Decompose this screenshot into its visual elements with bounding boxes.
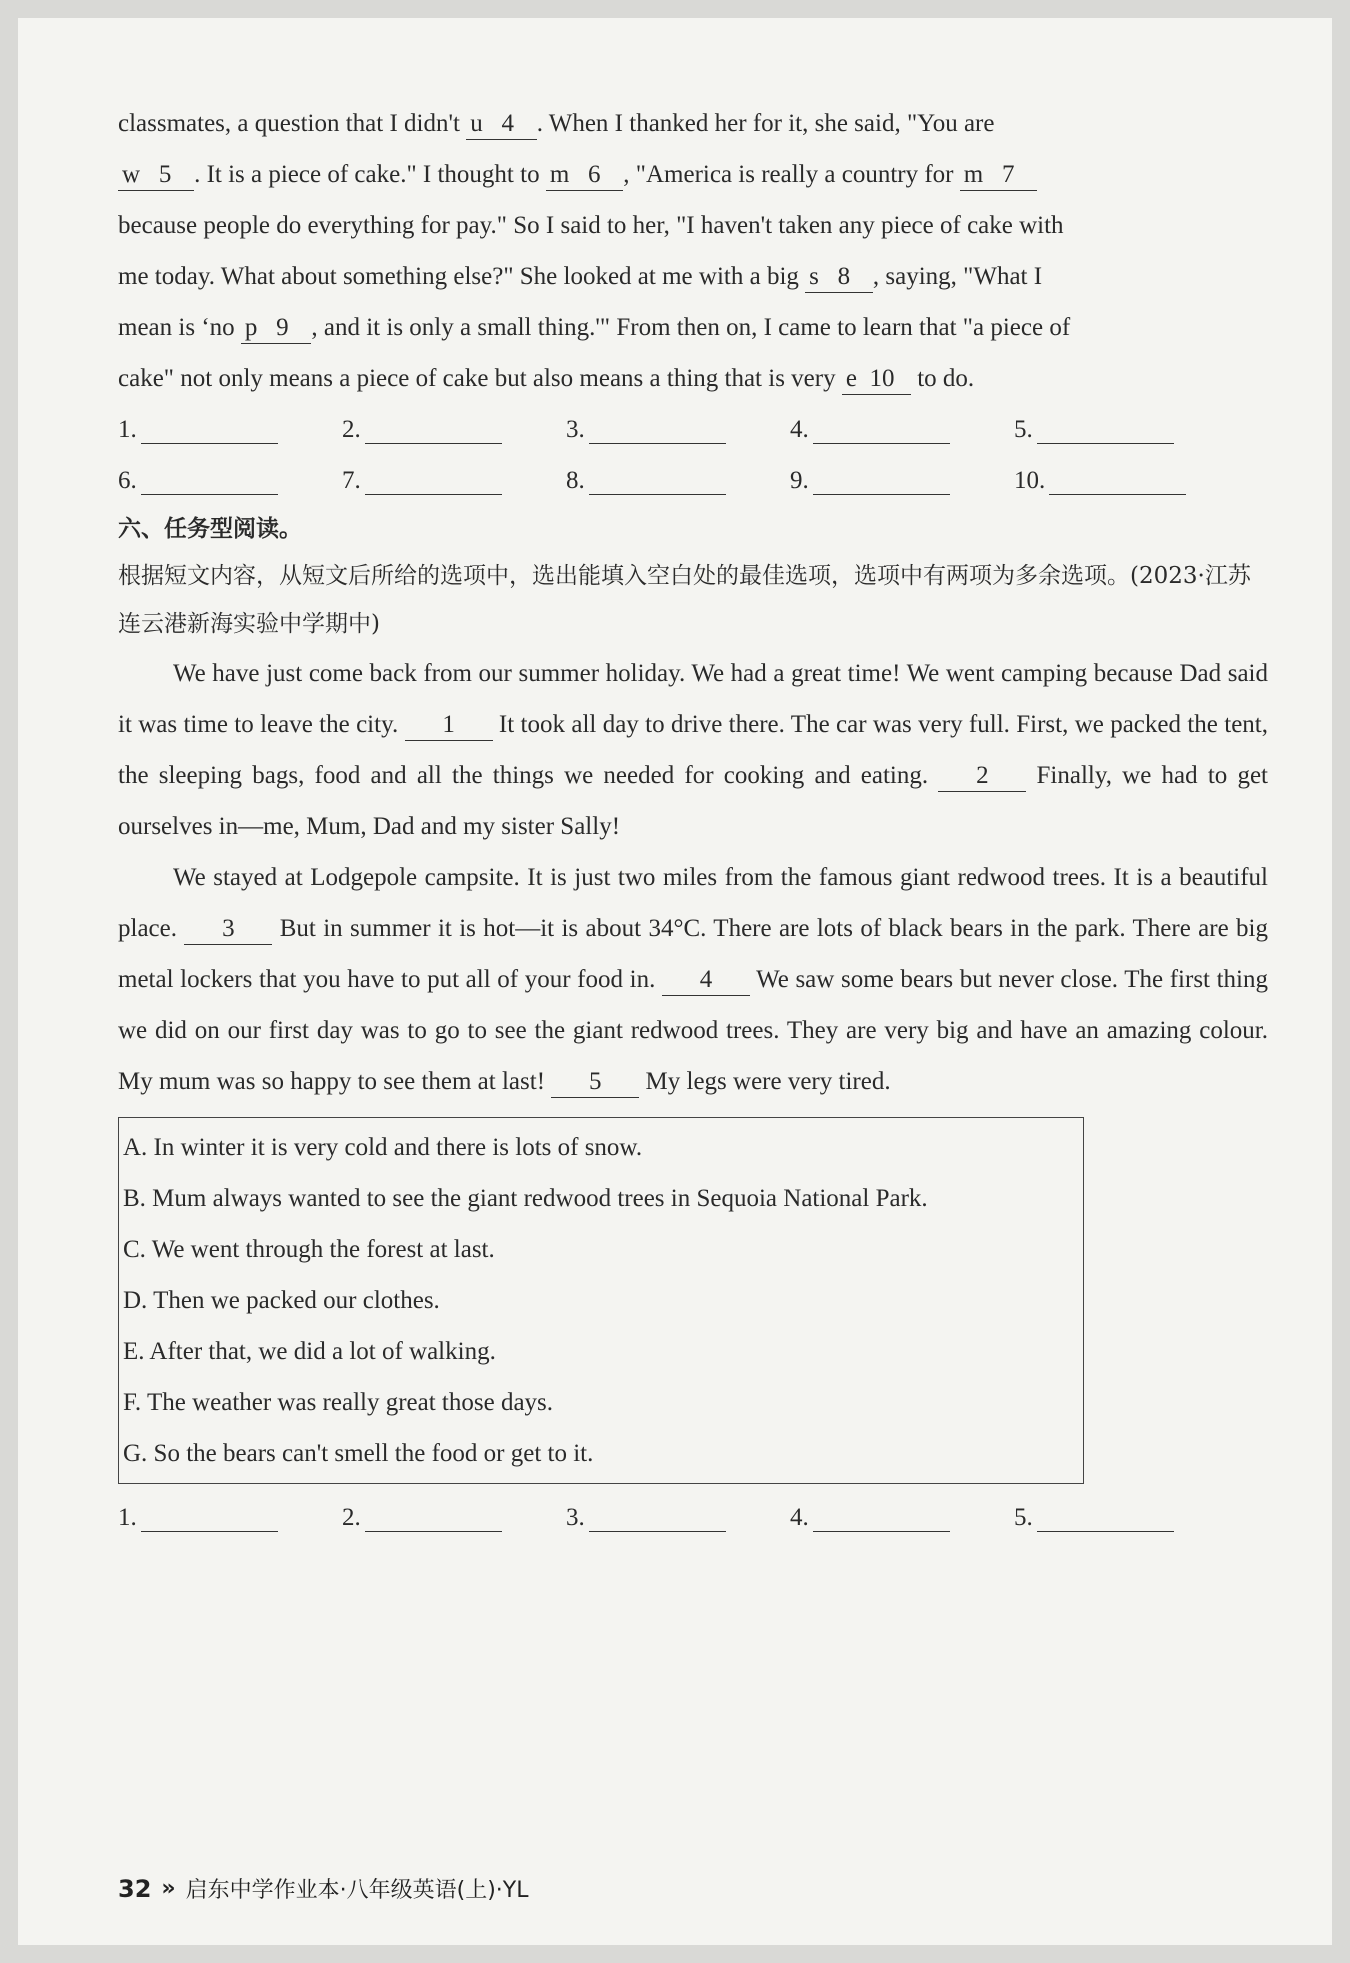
answer-line[interactable] (365, 421, 502, 444)
answer-field[interactable] (790, 1504, 1014, 1532)
answer-field[interactable] (342, 1504, 566, 1532)
text: mean is ‘no (118, 314, 241, 341)
blank-1: 1 (405, 710, 493, 741)
text: . It is a piece of cake." I thought to (194, 161, 546, 188)
answer-label: 9. (790, 466, 809, 494)
text: classmates, a question that I didn't (118, 110, 467, 137)
answer-field[interactable] (566, 1504, 790, 1532)
text: , and it is only a small thing.'" From then on, I came to learn that "a piece of (311, 314, 1071, 341)
answer-field[interactable] (566, 416, 790, 444)
page-number: 32 (118, 1874, 152, 1903)
answer-field[interactable] (790, 416, 1014, 444)
answer-line[interactable] (365, 1509, 502, 1532)
answer-field[interactable] (118, 416, 342, 444)
passage2-paragraph-1 (118, 648, 1268, 852)
passage1-line1 (118, 98, 1268, 149)
blank-4: 4 (662, 965, 750, 996)
text: We stayed at Lodgepole campsite. It is just two miles from the famous giant redwood trees. It is a beautiful place. (118, 864, 1268, 942)
answer-field[interactable] (1014, 467, 1238, 495)
answer-field[interactable] (118, 467, 342, 495)
answer-label: 10. (1014, 466, 1046, 494)
text: , "America is really a country for (623, 161, 960, 188)
answer-label: 3. (566, 415, 585, 443)
blank-number: 9 (276, 314, 289, 341)
passage2-paragraph-2 (118, 852, 1268, 1107)
answer-line[interactable] (1037, 421, 1174, 444)
text: to do. (917, 365, 975, 392)
option-f: F. The weather was really great those days. (123, 1389, 554, 1416)
option-c: C. We went through the forest at last. (123, 1236, 495, 1263)
hint-letter: m (549, 161, 570, 188)
answer-label: 5. (1014, 1503, 1033, 1531)
answer-line[interactable] (813, 421, 950, 444)
blank-10 (842, 364, 911, 395)
answer-field[interactable] (342, 467, 566, 495)
blank-5 (118, 160, 194, 191)
answer-label: 4. (790, 415, 809, 443)
blank-number: 5 (158, 161, 172, 188)
blank-number: 4 (501, 110, 514, 137)
answer-field[interactable] (1014, 1504, 1238, 1532)
answer-row-1-5 (118, 404, 1268, 455)
text: , saying, "What I (872, 263, 1043, 290)
hint-letter: m (963, 161, 984, 188)
option-e: E. After that, we did a lot of walking. (123, 1338, 496, 1365)
hint-letter: p (244, 314, 258, 341)
answer-label: 4. (790, 1503, 809, 1531)
text: cake" not only means a piece of cake but also means a thing that is very (118, 365, 842, 392)
page-content (118, 98, 1268, 1543)
workbook-page (18, 18, 1332, 1945)
option-g: G. So the bears can't smell the food or get to it. (123, 1440, 594, 1467)
section-instruction: 根据短文内容，从短文后所给的选项中，选出能填入空白处的最佳选项，选项中有两项为多余选项。(2023·江苏连云港新海实验中学期中) (118, 563, 1251, 637)
answer-field[interactable] (566, 467, 790, 495)
answer-field[interactable] (790, 467, 1014, 495)
passage1-line4 (118, 251, 1268, 302)
blank-3: 3 (184, 914, 272, 945)
answer-row-task (118, 1492, 1268, 1543)
page-footer (118, 1873, 528, 1904)
text: We saw some bears but never close. The first thing we did on our first day was to go to see the giant redwood trees. They are very big and have an amazing colour. My mum was so happy to see them at last! (118, 966, 1269, 1095)
section-title: 六、任务型阅读。 (118, 516, 302, 542)
text: Finally, we had to get ourselves in—me, Mum, Dad and my sister Sally! (118, 762, 1268, 840)
blank-7 (960, 160, 1037, 191)
hint-letter: s (809, 263, 819, 290)
passage1-line3: because people do everything for pay." So I said to her, "I haven't taken any piece of cake with (118, 212, 1064, 239)
option-b: B. Mum always wanted to see the giant redwood trees in Sequoia National Park. (123, 1185, 928, 1212)
answer-label: 5. (1014, 415, 1033, 443)
answer-row-6-10 (118, 455, 1268, 506)
blank-9 (241, 313, 312, 344)
answer-field[interactable] (342, 416, 566, 444)
answer-field[interactable] (1014, 416, 1238, 444)
hint-letter: w (122, 161, 141, 188)
hint-letter: u (470, 110, 483, 137)
option-d: D. Then we packed our clothes. (123, 1287, 440, 1314)
answer-label: 2. (342, 415, 361, 443)
answer-line[interactable] (589, 472, 726, 495)
text: We have just come back from our summer holiday. We had a great time! We went camping because Dad said it was time to leave the city. (118, 660, 1268, 738)
text: My legs were very tired. (645, 1068, 891, 1095)
blank-2: 2 (938, 761, 1026, 792)
answer-line[interactable] (141, 1509, 278, 1532)
blank-number: 6 (588, 161, 601, 188)
answer-line[interactable] (365, 472, 502, 495)
blank-5: 5 (551, 1067, 639, 1098)
double-chevron-icon: » (161, 1876, 176, 1901)
answer-line[interactable] (589, 421, 726, 444)
answer-line[interactable] (813, 472, 950, 495)
answer-label: 2. (342, 1503, 361, 1531)
answer-line[interactable] (141, 421, 278, 444)
passage1-line2 (118, 149, 1268, 200)
blank-number: 10 (869, 365, 895, 392)
blank-8 (805, 262, 873, 293)
blank-6 (546, 160, 623, 191)
answer-label: 6. (118, 466, 137, 494)
answer-label: 1. (118, 1503, 137, 1531)
blank-number: 8 (837, 263, 851, 290)
text: . When I thanked her for it, she said, "You are (536, 110, 995, 137)
options-box (118, 1117, 1084, 1484)
answer-line[interactable] (813, 1509, 950, 1532)
book-title: 启东中学作业本·八年级英语(上)·YL (185, 1878, 529, 1903)
answer-line[interactable] (1037, 1509, 1174, 1532)
answer-line[interactable] (589, 1509, 726, 1532)
answer-line[interactable] (1049, 472, 1186, 495)
answer-label: 1. (118, 415, 137, 443)
answer-label: 7. (342, 466, 361, 494)
answer-field[interactable] (118, 1504, 342, 1532)
text: It took all day to drive there. The car was very full. First, we packed the tent, the sleeping bags, food and all the things we needed for cooking and eating. (118, 711, 1268, 789)
option-a: A. In winter it is very cold and there is lots of snow. (123, 1134, 643, 1161)
hint-letter: e (845, 365, 857, 392)
answer-label: 8. (566, 466, 585, 494)
answer-label: 3. (566, 1503, 585, 1531)
passage1-line6 (118, 353, 1268, 404)
blank-4 (466, 109, 537, 140)
text: But in summer it is hot—it is about 34°C. There are lots of black bears in the park. There are big metal lockers that you have to put all of your food in. (118, 915, 1269, 993)
answer-line[interactable] (141, 472, 278, 495)
blank-number: 7 (1001, 161, 1015, 188)
text: me today. What about something else?" She looked at me with a big (118, 263, 806, 290)
passage1-line5 (118, 302, 1268, 353)
